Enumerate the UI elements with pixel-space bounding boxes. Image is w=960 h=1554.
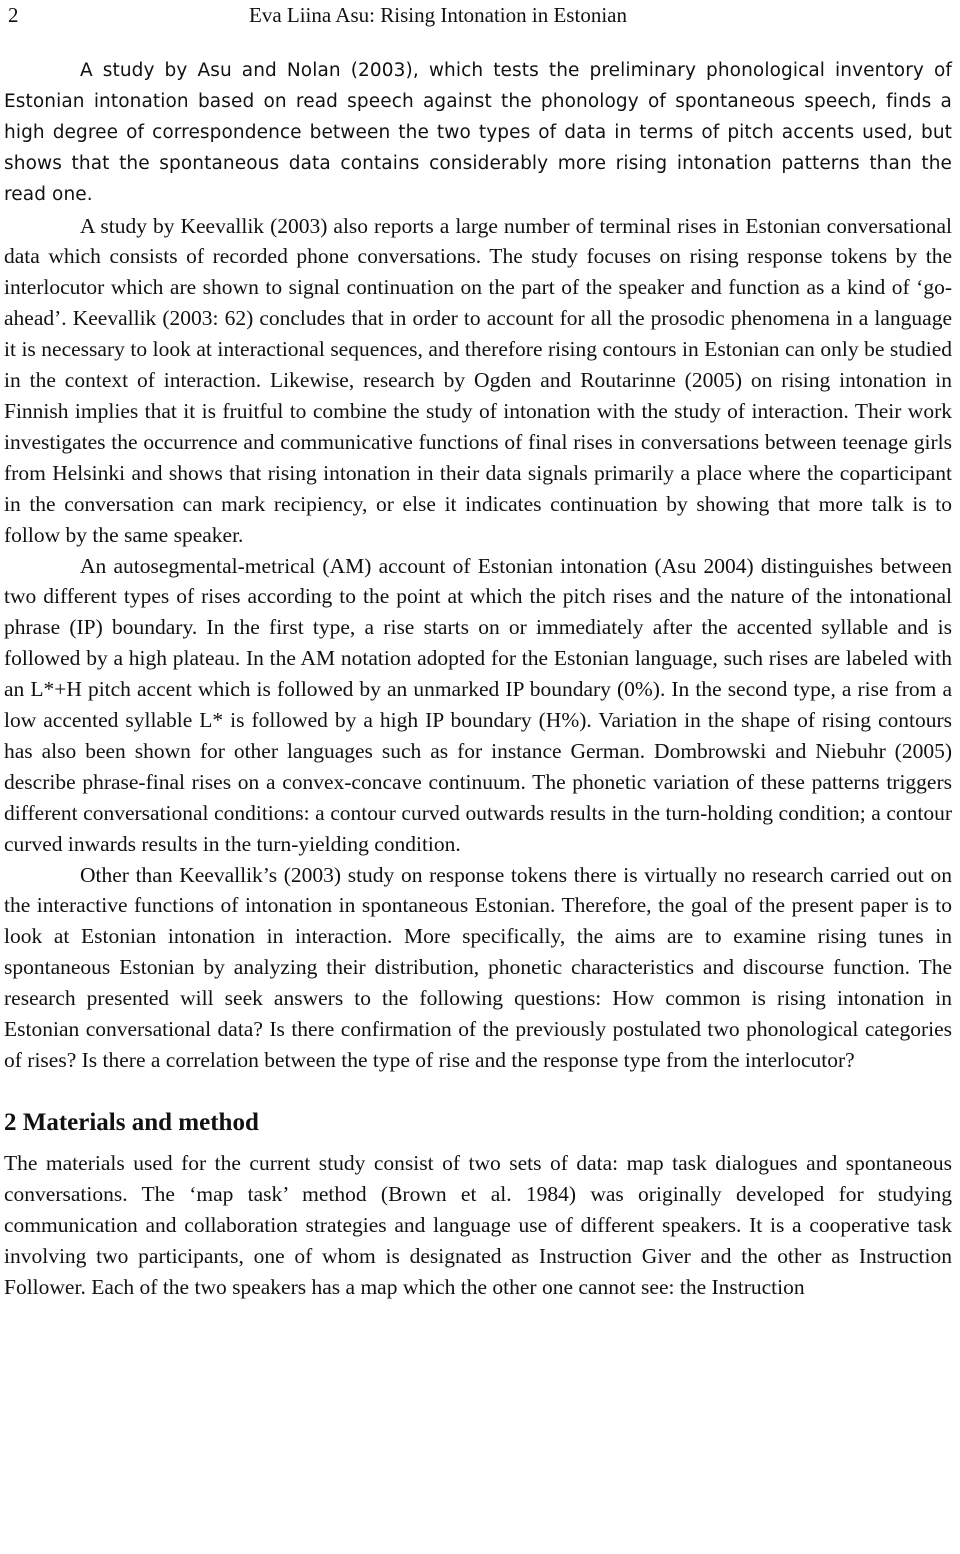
paragraph-am-account: An autosegmental-metrical (AM) account of Estonian intonation (Asu 2004) distinguishes between two different types of rises according to the point at which the pitch rises and the nature of the intonational phrase (IP) boundary. In the first type, a rise starts on or immediately after the accented syllable and is followed by a high plateau. In the AM notation adopted for the Estonian language, such rises are labeled with an L*+H pitch accent which is followed by an unmarked IP boundary (0%). In the second type, a rise from a low accented syllable L* is followed by a high IP boundary (H%). Variation in the shape of rising contours has also been shown for other languages such as for instance German. Dombrowski and Niebuhr (2005) describe phrase-final rises on a convex-concave continuum. The phonetic variation of these patterns triggers different conversational conditions: a contour curved outwards results in the turn-holding condition; a contour curved inwards results in the turn-yielding condition. xyxy=(4,553,952,856)
body-text xyxy=(4,56,952,1302)
page-number: 2 xyxy=(8,3,19,27)
paragraph-asu-nolan: A study by Asu and Nolan (2003), which tests the preliminary phonological inventory of Estonian intonation based on read speech against the phonology of spontaneous speech, finds a high degree of correspondence between the two types of data in terms of pitch accents used, but shows that the spontaneous data contains considerably more rising intonation patterns than the read one. xyxy=(4,60,952,205)
page-header xyxy=(4,0,952,30)
paragraph-materials: The materials used for the current study consist of two sets of data: map task dialogues and spontaneous conversations. The ‘map task’ method (Brown et al. 1984) was originally developed for studying communication and collaboration strategies and language use of different speakers. It is a cooperative task involving two participants, one of whom is designated as Instruction Giver and the other as Instruction Follower. Each of the two speakers has a map which the other one cannot see: the Instruction xyxy=(4,1150,952,1299)
paragraph-keevallik: A study by Keevallik (2003) also reports a large number of terminal rises in Estonian conversational data which consists of recorded phone conversations. The study focuses on rising response tokens by the interlocutor which are shown to signal continuation on the part of the speaker and function as a kind of ‘go-ahead’. Keevallik (2003: 62) concludes that in order to account for all the prosodic phenomena in a language it is necessary to look at interactional sequences, and therefore rising contours in Estonian can only be studied in the context of interaction. Likewise, research by Ogden and Routarinne (2005) on rising intonation in Finnish implies that it is fruitful to combine the study of intonation with the study of interaction. Their work investigates the occurrence and communicative functions of final rises in conversations between teenage girls from Helsinki and shows that rising intonation in their data signals primarily a place where the coparticipant in the conversation can mark recipiency, or else it indicates continuation by showing that more talk is to follow by the same speaker. xyxy=(4,213,952,547)
section-heading-materials-method: 2 Materials and method xyxy=(4,1108,259,1136)
running-head: Eva Liina Asu: Rising Intonation in Estonian xyxy=(249,3,627,27)
paragraph-research-goals: Other than Keevallik’s (2003) study on response tokens there is virtually no research carried out on the interactive functions of intonation in spontaneous Estonian. Therefore, the goal of the present paper is to look at Estonian intonation in interaction. More specifically, the aims are to examine rising tunes in spontaneous Estonian by analyzing their distribution, phonetic characteristics and discourse function. The research presented will seek answers to the following questions: How common is rising intonation in Estonian conversational data? Is there confirmation of the previously postulated two phonological categories of rises? Is there a correlation between the type of rise and the response type from the interlocutor? xyxy=(4,862,952,1072)
